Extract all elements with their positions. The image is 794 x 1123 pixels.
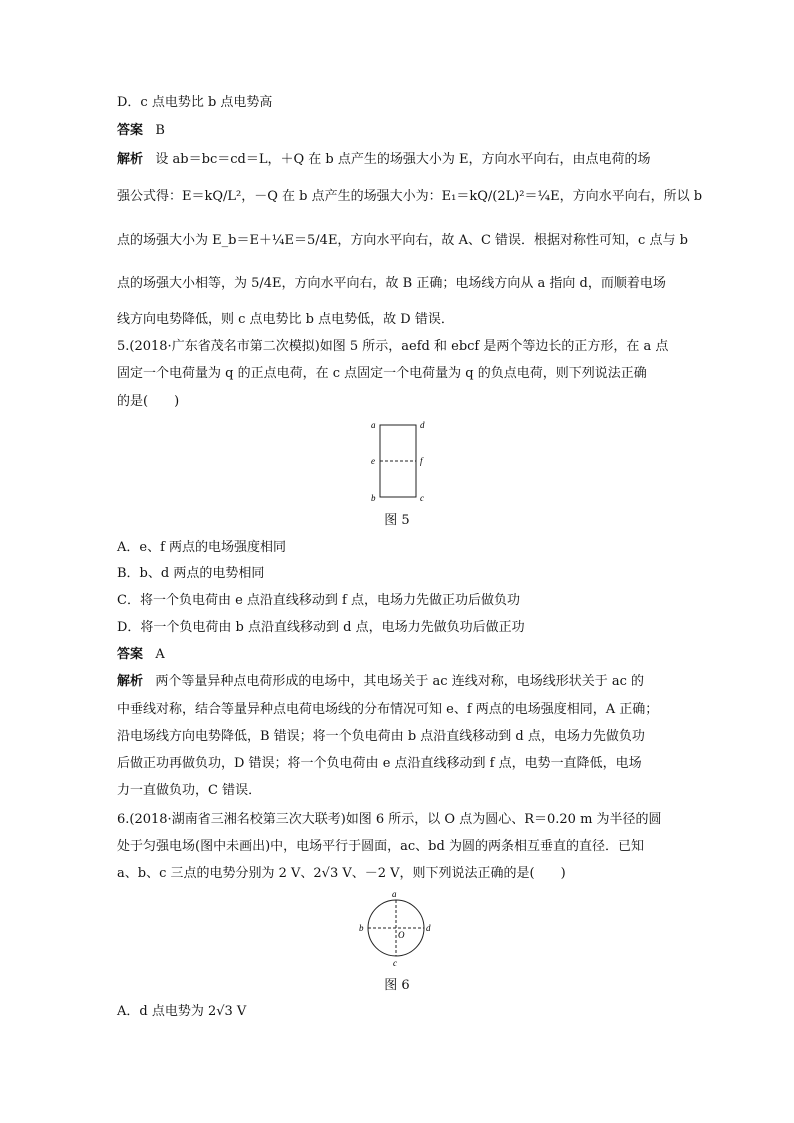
label-o: O: [398, 930, 405, 940]
q6-stem-line-1: 6.(2018·湖南省三湘名校第三次大联考)如图 6 所示，以 O 点为圆心、R＝0.20 m 为半径的圆: [117, 812, 662, 827]
q6-stem-line-3: a、b、c 三点的电势分别为 2 V、2√3 V、－2 V，则下列说法正确的是( ): [117, 866, 566, 881]
answer-value: B: [155, 123, 165, 138]
q4-analysis-line-5: 线方向电势降低，则 c 点电势比 b 点电势低，故 D 错误．: [117, 312, 454, 327]
q5-option-a: A．e、f 两点的电场强度相同: [117, 540, 287, 555]
q5-stem-line-1: 5.(2018·广东省茂名市第二次模拟)如图 5 所示，aefd 和 ebcf 是两个等边长的正方形，在 a 点: [117, 339, 669, 354]
label-d: d: [420, 420, 425, 430]
q4-analysis-line-1: [117, 150, 650, 170]
analysis-text: 设 ab＝bc＝cd＝L，＋Q 在 b 点产生的场强大小为 E，方向水平向右，由点电荷的场: [155, 152, 651, 167]
label-a: a: [371, 420, 376, 430]
figure-5-caption: 图 5: [384, 513, 410, 528]
label-b: b: [359, 923, 364, 933]
answer-label: 答案: [117, 647, 144, 662]
q5-option-b: B．b、d 两点的电势相同: [117, 566, 265, 581]
answer-value: A: [155, 647, 165, 662]
label-d: d: [426, 923, 431, 933]
answer-label: 答案: [117, 123, 144, 138]
label-e: e: [371, 456, 375, 466]
q5-analysis-line-4: 后做正功再做负功，D 错误；将一个负电荷由 e 点沿直线移动到 f 点，电势一直降低，电场: [117, 756, 642, 771]
figure-5-squares: [360, 415, 440, 505]
q4-option-d: D．c 点电势比 b 点电势高: [117, 95, 273, 110]
q5-analysis-line-3: 沿电场线方向电势降低，B 错误；将一个负电荷由 b 点沿直线移动到 d 点，电场力先做负功: [117, 729, 645, 744]
q6-stem-line-2: 处于匀强电场(图中未画出)中，电场平行于圆面，ac、bd 为圆的两条相互垂直的直径．已知: [117, 839, 644, 854]
q5-answer: [117, 645, 165, 665]
figure-6-caption: 图 6: [384, 978, 410, 993]
q5-option-c: C．将一个负电荷由 e 点沿直线移动到 f 点，电场力先做正功后做负功: [117, 593, 520, 608]
q5-analysis-line-5: 力一直做负功，C 错误．: [117, 783, 262, 798]
analysis-label: 解析: [117, 152, 144, 167]
q4-analysis-line-4: 点的场强大小相等，为 5/4E，方向水平向右，故 B 正确；电场线方向从 a 指向 d，而顺着电场: [117, 276, 666, 291]
q4-analysis-line-2: 强公式得：E＝kQ/L²，－Q 在 b 点产生的场强大小为：E₁＝kQ/(2L)²＝¼E，方向水平向右，所以 b: [117, 189, 703, 204]
figure-6-circle: [355, 888, 440, 968]
label-b: b: [371, 493, 376, 503]
label-a: a: [392, 889, 397, 899]
q5-option-d: D．将一个负电荷由 b 点沿直线移动到 d 点，电场力先做负功后做正功: [117, 620, 525, 635]
q4-analysis-line-3: 点的场强大小为 E_b＝E＋¼E＝5/4E，方向水平向右，故 A、C 错误．根据对称性可知，c 点与 b: [117, 233, 688, 248]
label-f: f: [420, 456, 423, 466]
analysis-text: 两个等量异种点电荷形成的电场中，其电场关于 ac 连线对称，电场线形状关于 ac 的: [155, 674, 645, 689]
q4-answer: [117, 121, 165, 141]
label-c: c: [420, 493, 424, 503]
q5-analysis-line-2: 中垂线对称，结合等量异种点电荷电场线的分布情况可知 e、f 两点的电场强度相同，A 正确；: [117, 702, 659, 717]
q5-analysis-line-1: [117, 672, 644, 692]
q6-option-a: A．d 点电势为 2√3 V: [117, 1004, 247, 1019]
label-c: c: [393, 958, 397, 968]
q5-stem-line-3: 的是( ): [117, 394, 180, 409]
q5-stem-line-2: 固定一个电荷量为 q 的正点电荷，在 c 点固定一个电荷量为 q 的负点电荷，则下列说法正确: [117, 366, 647, 381]
analysis-label: 解析: [117, 674, 144, 689]
